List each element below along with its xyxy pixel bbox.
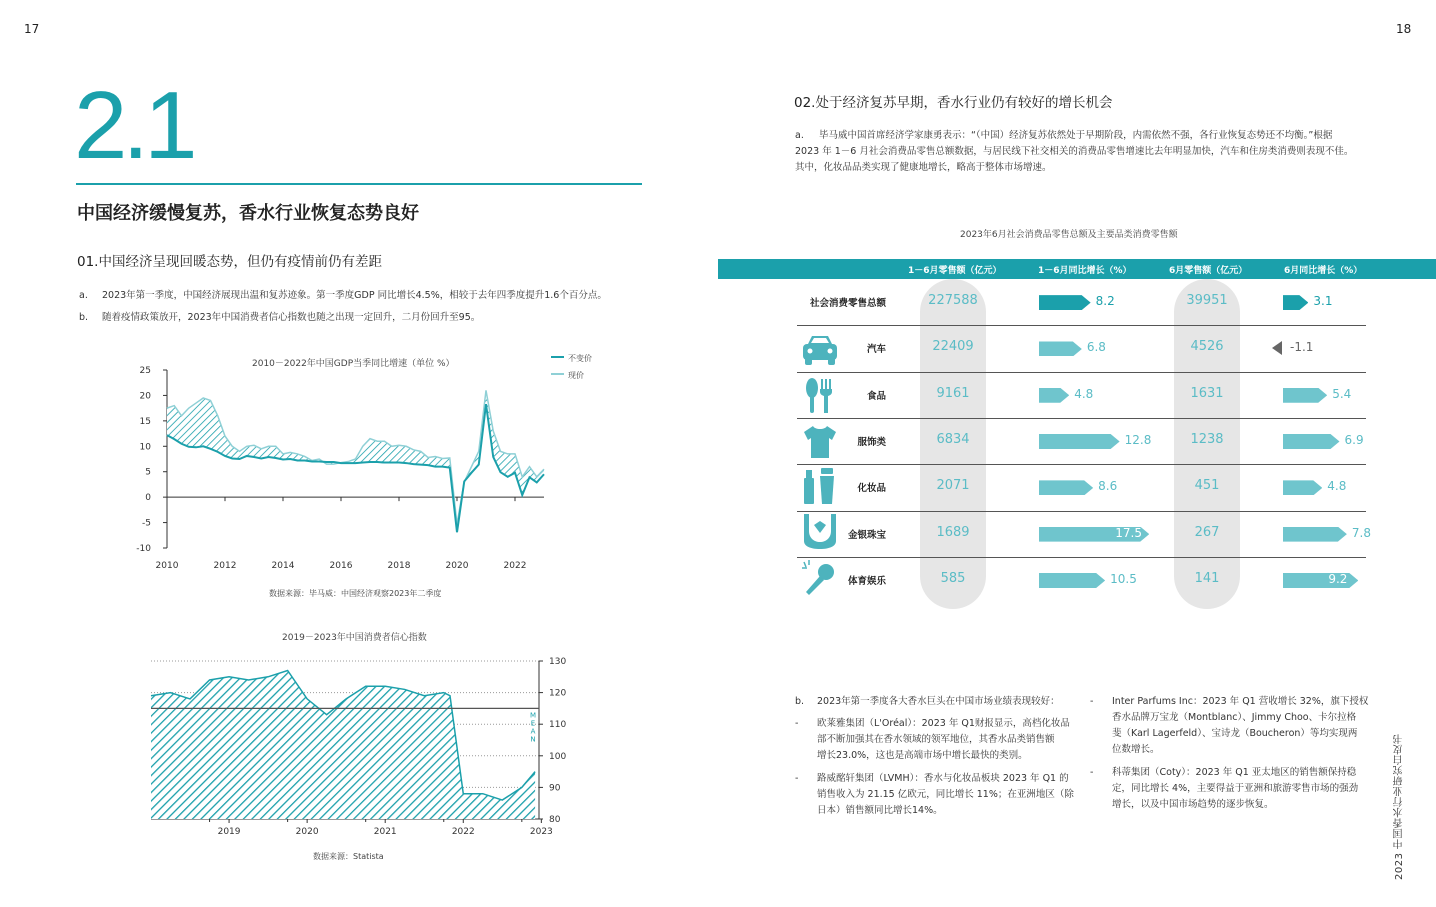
h1-sales-value: 1689 bbox=[936, 524, 970, 540]
june-growth-bar bbox=[1283, 480, 1322, 495]
cci-y-tick-label: 110 bbox=[549, 720, 567, 731]
gdp-y-tick-label: 0 bbox=[145, 493, 151, 504]
june-sales-value: 267 bbox=[1194, 524, 1220, 540]
right-a-line-2: 2023 年 1－6 月社会消费品零售总额数据，与居民线下社交相关的消费品零售增速比去年明显加快，汽车和住房类消费则表现不佳。 bbox=[795, 146, 1354, 157]
gdp-x-tick-label: 2020 bbox=[445, 561, 469, 571]
cci-mean-annotation: N bbox=[530, 735, 536, 744]
side-publication-title: 2023 中国香水行业研究白皮书 bbox=[1394, 733, 1405, 880]
legend-swatch-constant bbox=[551, 356, 564, 358]
h1-growth-value: 8.2 bbox=[1095, 294, 1115, 309]
gdp-y-tick-label: -5 bbox=[142, 518, 151, 529]
bullet-interparfums-line-2: 香水品牌万宝龙（Montblanc）、Jimmy Choo、卡尔拉格 bbox=[1112, 712, 1357, 723]
para-a-label: a. bbox=[79, 290, 88, 301]
bullet-coty bbox=[1112, 765, 1372, 813]
gdp-y-tick-label: 5 bbox=[145, 467, 151, 478]
row-divider bbox=[797, 372, 1366, 373]
legend-label-current: 现价 bbox=[568, 371, 584, 380]
june-growth-value: 4.8 bbox=[1327, 479, 1347, 494]
bullet-lvmh-line-2: 销售收入为 21.15 亿欧元，同比增长 11%；在亚洲地区（除 bbox=[817, 789, 1074, 800]
food-icon bbox=[800, 376, 840, 416]
june-sales-value: 4526 bbox=[1190, 339, 1224, 355]
h1-sales-value: 9161 bbox=[936, 385, 970, 401]
para-b: 随着疫情政策放开，2023年中国消费者信心指数也随之出现一定回升，二月份回升至95。 bbox=[102, 312, 481, 323]
page-number-right: 18 bbox=[1396, 22, 1412, 36]
row-label: 体育娱乐 bbox=[847, 575, 886, 587]
gdp-x-tick-label: 2014 bbox=[271, 561, 295, 571]
bullet-lvmh-line-1: 路威酩轩集团（LVMH）：香水与化妆品板块 2023 年 Q1 的 bbox=[817, 773, 1069, 784]
june-sales-value: 39951 bbox=[1186, 293, 1228, 309]
row-label: 金银珠宝 bbox=[847, 529, 886, 541]
legend-swatch-current bbox=[551, 373, 564, 375]
para-a: 2023年第一季度，中国经济展现出温和复苏迹象。第一季度GDP 同比增长4.5%，相较于去年四季度提升1.6个百分点。 bbox=[102, 290, 607, 301]
cci-y-tick-label: 120 bbox=[549, 688, 567, 699]
june-growth-value: 5.4 bbox=[1332, 386, 1352, 401]
gdp-series-constant bbox=[167, 404, 544, 532]
gdp-chart bbox=[126, 350, 606, 580]
june-growth-value: 3.1 bbox=[1313, 294, 1333, 309]
cci-mean-annotation: M bbox=[529, 711, 537, 720]
cci-x-tick-label: 2020 bbox=[295, 827, 319, 837]
bullet-dash: - bbox=[795, 718, 799, 729]
section-title: 中国经济缓慢复苏，香水行业恢复态势良好 bbox=[77, 203, 419, 224]
cci-x-tick-label: 2021 bbox=[373, 827, 397, 837]
bullet-lvmh bbox=[817, 771, 1077, 819]
legend-label-constant: 不变价 bbox=[568, 354, 592, 363]
row-divider bbox=[797, 464, 1366, 465]
gdp-y-tick-label: 25 bbox=[139, 366, 151, 376]
gdp-y-tick-label: 15 bbox=[139, 416, 151, 427]
bullet-coty-line-1: 科蒂集团（Coty）：2023 年 Q1 亚太地区的销售额保持稳 bbox=[1112, 767, 1357, 778]
bullet-interparfums-line-4: 位数增长。 bbox=[1112, 744, 1160, 755]
h1-growth-value: 4.8 bbox=[1074, 386, 1094, 401]
cci-y-tick-label: 90 bbox=[549, 783, 561, 794]
h1-growth-bar bbox=[1039, 434, 1120, 449]
gdp-x-tick-label: 2018 bbox=[387, 561, 411, 571]
right-a-label: a. bbox=[795, 130, 804, 141]
cci-chart bbox=[140, 650, 580, 840]
june-growth-value: -1.1 bbox=[1290, 340, 1314, 355]
section-number: 2.1 bbox=[74, 72, 193, 179]
subsection-02-title: 02.处于经济复苏早期，香水行业仍有较好的增长机会 bbox=[794, 95, 1113, 111]
header-june-growth: 6月同比增长（%） bbox=[1284, 266, 1363, 276]
bullet-loreal-line-3: 增长23.0%，这也是高端市场中增长最快的类别。 bbox=[817, 750, 1028, 761]
subsection-01-title: 01.中国经济呈现回暖态势，但仍有疫情前仍有差距 bbox=[77, 254, 382, 270]
h1-growth-value: 6.8 bbox=[1086, 340, 1106, 355]
right-a-line-3: 其中，化妆品品类实现了健康地增长，略高于整体市场增速。 bbox=[795, 162, 1052, 173]
h1-sales-value: 22409 bbox=[932, 339, 974, 355]
bullet-interparfums-line-1: Inter Parfums Inc：2023 年 Q1 营收增长 32%，旗下授权 bbox=[1112, 696, 1369, 707]
bullet-dash: - bbox=[1090, 696, 1094, 707]
h1-growth-value: 17.5 bbox=[1115, 525, 1142, 540]
row-label: 食品 bbox=[866, 390, 886, 402]
row-divider bbox=[797, 511, 1366, 512]
cci-y-tick-label: 100 bbox=[549, 751, 567, 762]
cci-mean-annotation: E bbox=[530, 719, 536, 728]
cci-chart-title: 2019－2023年中国消费者信心指数 bbox=[282, 633, 427, 643]
june-growth-bar bbox=[1283, 388, 1327, 403]
h1-growth-bar bbox=[1039, 573, 1105, 588]
retail-table-title: 2023年6月社会消费品零售总额及主要品类消费零售额 bbox=[960, 230, 1178, 240]
bullet-coty-line-2: 定，同比增长 4%，主要得益于亚洲和旅游零售市场的强劲 bbox=[1112, 783, 1359, 794]
h1-sales-value: 6834 bbox=[936, 432, 970, 448]
car-icon bbox=[800, 330, 840, 370]
gdp-x-tick-label: 2016 bbox=[329, 561, 353, 571]
header-june-sales: 6月零售额（亿元） bbox=[1169, 266, 1248, 276]
row-divider bbox=[797, 325, 1366, 326]
bullet-loreal-line-1: 欧莱雅集团（L'Oréal）：2023 年 Q1财报显示，高档化妆品 bbox=[817, 718, 1070, 729]
gdp-y-tick-label: 10 bbox=[139, 442, 151, 453]
h1-sales-value: 585 bbox=[940, 570, 966, 586]
h1-growth-bar bbox=[1039, 341, 1082, 356]
june-sales-value: 1238 bbox=[1190, 432, 1224, 448]
bullet-coty-line-3: 增长，以及中国市场趋势的逐步恢复。 bbox=[1112, 799, 1274, 810]
gdp-chart-title: 2010－2022年中国GDP当季同比增速（单位 %） bbox=[252, 359, 455, 369]
h1-growth-bar bbox=[1039, 295, 1091, 310]
h1-sales-value: 227588 bbox=[928, 293, 978, 309]
gdp-y-tick-label: 20 bbox=[139, 391, 151, 402]
bullet-loreal-line-2: 部不断加强其在香水领域的领军地位，其香水品类销售额 bbox=[817, 734, 1055, 745]
gdp-source: 数据来源：毕马威：中国经济观察2023年二季度 bbox=[269, 589, 442, 598]
cci-x-tick-label: 2019 bbox=[217, 827, 241, 837]
row-label: 汽车 bbox=[866, 344, 886, 356]
shirt-icon bbox=[800, 422, 840, 462]
cci-y-tick-label: 80 bbox=[549, 815, 561, 825]
cosmetics-icon bbox=[800, 466, 840, 506]
bullet-dash: - bbox=[1090, 767, 1094, 778]
june-growth-bar bbox=[1283, 295, 1308, 310]
row-label: 社会消费零售总额 bbox=[809, 298, 886, 310]
bullet-dash: - bbox=[795, 773, 799, 784]
gdp-x-tick-label: 2012 bbox=[213, 561, 237, 571]
h1-growth-value: 8.6 bbox=[1098, 479, 1118, 494]
row-divider bbox=[797, 557, 1366, 558]
june-growth-value: 7.8 bbox=[1351, 525, 1371, 540]
june-growth-bar bbox=[1283, 527, 1347, 542]
row-label: 化妆品 bbox=[857, 483, 886, 495]
june-sales-value: 451 bbox=[1194, 478, 1220, 494]
h1-sales-value: 2071 bbox=[936, 478, 970, 494]
page-number-left: 17 bbox=[24, 22, 40, 36]
cci-source: 数据来源：Statista bbox=[313, 852, 384, 861]
june-growth-negative-marker bbox=[1272, 341, 1282, 355]
h1-growth-bar bbox=[1039, 480, 1093, 495]
right-a-line-1: 毕马威中国首席经济学家康勇表示：“（中国）经济复苏依然处于早期阶段，内需依然不强，各行业恢复态势还不均衡。”根据 bbox=[819, 130, 1333, 141]
bullet-interparfums-line-3: 斐（Karl Lagerfeld）、宝诗龙（Boucheron）等均实现两 bbox=[1112, 728, 1358, 739]
h1-growth-value: 10.5 bbox=[1110, 571, 1137, 586]
cci-mean-annotation: A bbox=[530, 727, 536, 736]
june-sales-value: 141 bbox=[1194, 570, 1220, 586]
gdp-x-tick-label: 2022 bbox=[503, 561, 527, 571]
june-growth-value: 9.2 bbox=[1328, 571, 1348, 586]
jewelry-icon bbox=[800, 511, 840, 551]
june-growth-value: 6.9 bbox=[1344, 433, 1364, 448]
gdp-x-tick-label: 2010 bbox=[155, 561, 179, 571]
h1-growth-value: 12.8 bbox=[1124, 433, 1152, 448]
june-sales-value: 1631 bbox=[1190, 385, 1224, 401]
gdp-y-tick-label: -10 bbox=[136, 544, 151, 554]
sports-icon bbox=[800, 558, 840, 598]
title-rule bbox=[76, 183, 642, 185]
right-b-intro: 2023年第一季度各大香水巨头在中国市场业绩表现较好： bbox=[817, 696, 1060, 707]
bullet-lvmh-line-3: 日本）销售额同比增长14%。 bbox=[817, 805, 943, 816]
bullet-interparfums bbox=[1112, 694, 1372, 758]
june-growth-bar bbox=[1283, 434, 1340, 449]
header-h1-sales: 1－6月零售额（亿元） bbox=[908, 266, 1002, 276]
bullet-loreal bbox=[817, 716, 1077, 764]
row-divider bbox=[797, 418, 1366, 419]
h1-growth-bar bbox=[1039, 388, 1069, 403]
cci-x-tick-label: 2022 bbox=[451, 827, 475, 837]
para-b-label: b. bbox=[79, 312, 89, 323]
header-h1-growth: 1－6月同比增长（%） bbox=[1038, 266, 1132, 276]
row-label: 服饰类 bbox=[857, 437, 886, 449]
cci-y-tick-label: 130 bbox=[549, 657, 567, 667]
right-b-label: b. bbox=[795, 696, 805, 707]
cci-x-tick-label: 2023 bbox=[529, 827, 553, 837]
